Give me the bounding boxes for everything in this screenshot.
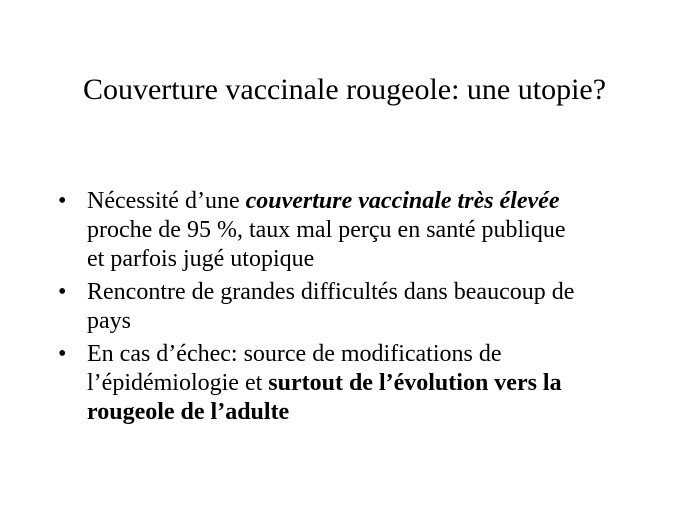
bullet-marker: • — [58, 279, 67, 305]
bullet-item-difficulties — [58, 278, 638, 336]
bullet-line: pays — [87, 308, 131, 334]
bullet-line: Rencontre de grandes difficultés dans beaucoup de — [87, 279, 575, 305]
bullet-marker: • — [58, 341, 67, 367]
bullet-emphasis: rougeole de l’adulte — [87, 399, 290, 425]
bullet-text: l’épidémiologie et — [87, 370, 269, 396]
bullet-list — [58, 187, 638, 431]
bullet-emphasis: couverture vaccinale très élevée — [245, 188, 560, 214]
bullet-line: proche de 95 %, taux mal perçu en santé publique — [87, 217, 566, 243]
bullet-item-failure-consequences — [58, 340, 638, 427]
bullet-emphasis: surtout de l’évolution vers la — [268, 370, 562, 396]
bullet-line — [87, 187, 638, 216]
bullet-marker: • — [58, 188, 67, 214]
bullet-text: Nécessité d’une — [87, 188, 246, 214]
bullet-line — [87, 369, 638, 398]
bullet-line: En cas d’échec: source de modifications de — [87, 341, 502, 367]
bullet-item-vaccination-coverage — [58, 187, 638, 274]
bullet-line: et parfois jugé utopique — [87, 246, 315, 272]
slide-title: Couverture vaccinale rougeole: une utopie? — [82, 73, 607, 106]
